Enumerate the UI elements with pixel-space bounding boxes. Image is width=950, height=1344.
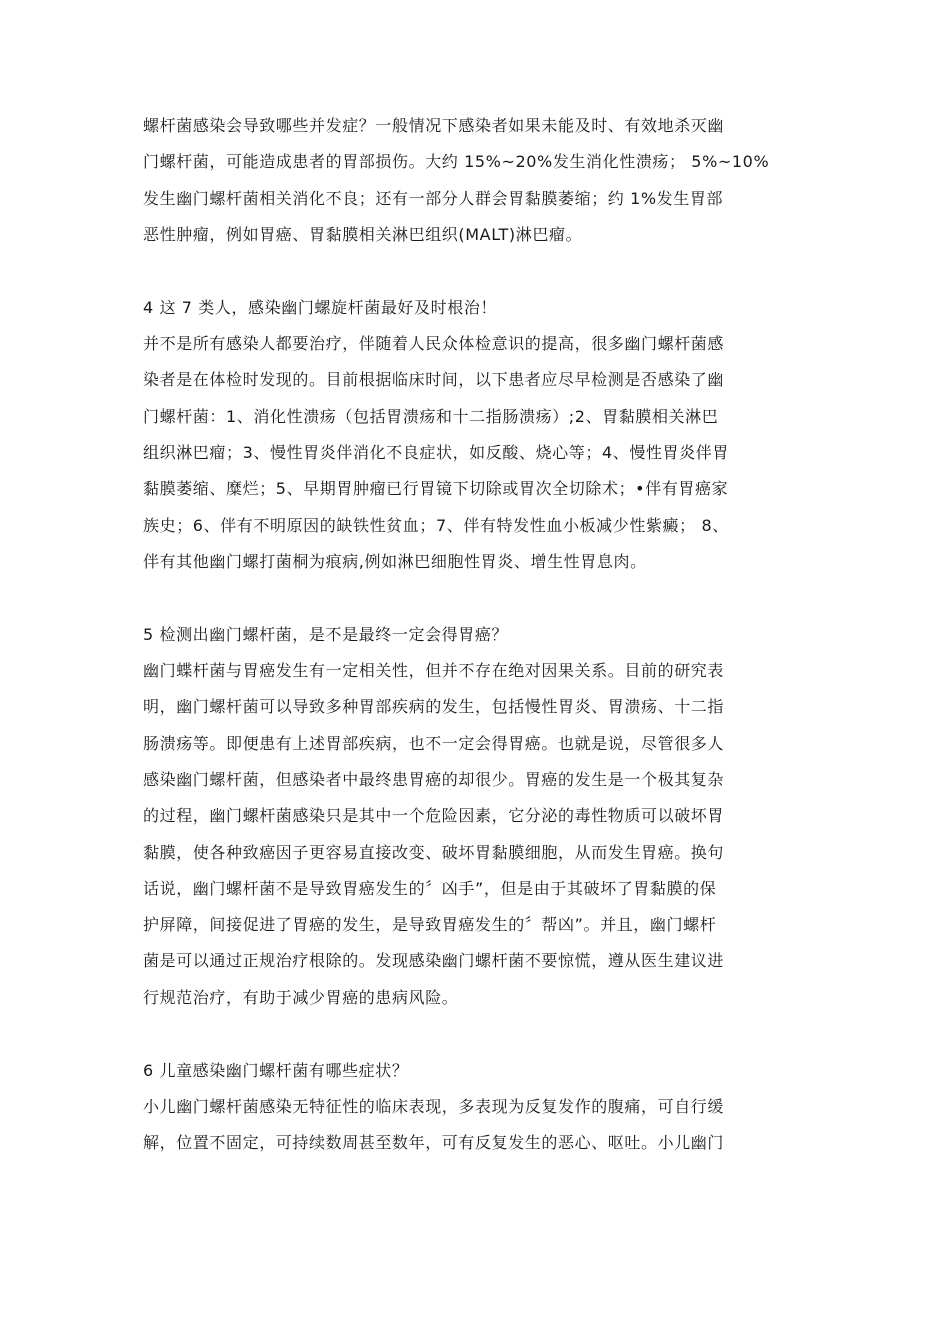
text-line: 肠溃疡等。即便患有上述胃部疾病，也不一定会得胃癌。也就是说，尽管很多人 — [143, 733, 725, 753]
text-line: 菌是可以通过正规治疗根除的。发现感染幽门螺杆菌不要惊慌，遵从医生建议进 — [143, 951, 725, 971]
children-symptoms-paragraph — [143, 1089, 815, 1162]
text-line: 行规范治疗，有助于减少胃癌的患病风险。 — [143, 987, 459, 1007]
text-line: 螺杆菌感染会导致哪些并发症？一般情况下感染者如果未能及时、有效地杀灭幽 — [143, 116, 725, 135]
document-body — [143, 108, 815, 1162]
text-line: 护屏障，间接促进了胃癌的发生，是导致胃癌发生的〞帮凶”。并且，幽门螺杆 — [143, 915, 717, 935]
gastric-cancer-paragraph — [143, 653, 815, 1016]
text-line: 黏膜萎缩、糜烂；5、早期胃肿瘤已行胃镜下切除或胃次全切除术；•伴有胃癌家 — [143, 479, 729, 499]
text-line: 族史；6、伴有不明原因的缺铁性贫血；7、伴有特发性血小板减少性紫癜； 8、 — [143, 515, 729, 535]
text-line: 组织淋巴瘤；3、慢性胃炎伴消化不良症状，如反酸、烧心等；4、慢性胃炎伴胃 — [143, 442, 729, 462]
text-line: 明，幽门螺杆菌可以导致多种胃部疾病的发生，包括慢性胃炎、胃溃疡、十二指 — [143, 697, 725, 717]
text-line: 感染幽门螺杆菌，但感染者中最终患胃癌的却很少。胃癌的发生是一个极其复杂 — [143, 769, 725, 789]
text-line: 黏膜，使各种致癌因子更容易直接改变、破坏胃黏膜细胞，从而发生胃癌。换句 — [143, 842, 725, 862]
section-heading-5: 5 检测出幽门螺杆菌，是不是最终一定会得胃癌？ — [143, 624, 509, 644]
text-line: 的过程，幽门螺杆菌感染只是其中一个危险因素，它分泌的毒性物质可以破坏胃 — [143, 806, 725, 826]
treatment-groups-paragraph — [143, 326, 815, 580]
section-heading-4: 4 这 7 类人，感染幽门螺旋杆菌最好及时根治！ — [143, 297, 498, 317]
text-line: 门螺杆菌：1、消化性溃疡（包括胃溃疡和十二指肠溃疡）;2、胃黏膜相关淋巴 — [143, 406, 719, 426]
text-line: 门螺杆菌，可能造成患者的胃部损伤。大约 15%~20%发生消化性溃疡； 5%~10% — [143, 152, 770, 172]
text-line: 伴有其他幽门螺打菌桐为痕病,例如淋巴细胞性胃炎、增生性胃息肉。 — [143, 551, 647, 571]
text-line: 恶性肿瘤，例如胃癌、胃黏膜相关淋巴组织(MALT)淋巴瘤。 — [143, 224, 583, 244]
text-line: 幽门蝶杆菌与胃癌发生有一定相关性，但并不存在绝对因果关系。目前的研究表 — [143, 661, 725, 681]
section-heading-6: 6 儿童感染幽门螺杆菌有哪些症状？ — [143, 1060, 409, 1080]
text-line: 染者是在体检时发现的。目前根据临床时间，以下患者应尽早检测是否感染了幽 — [143, 370, 725, 390]
text-line: 解，位置不固定，可持续数周甚至数年，可有反复发生的恶心、呕吐。小儿幽门 — [143, 1133, 725, 1153]
text-line: 并不是所有感染人都要治疗，伴随着人民众体检意识的提高，很多幽门螺杆菌感 — [143, 334, 725, 354]
text-line: 小儿幽门螺杆菌感染无特征性的临床表现，多表现为反复发作的腹痛，可自行缓 — [143, 1096, 725, 1116]
complications-paragraph — [143, 108, 815, 253]
paragraph-gap — [143, 1016, 815, 1053]
text-line: 话说，幽门螺杆菌不是导致胃癌发生的〞凶手”，但是由于其破坏了胃黏膜的保 — [143, 878, 717, 898]
paragraph-gap — [143, 580, 815, 617]
paragraph-gap — [143, 253, 815, 290]
text-line: 发生幽门螺杆菌相关消化不良；还有一部分人群会胃黏膜萎缩；约 1%发生胃部 — [143, 188, 724, 208]
